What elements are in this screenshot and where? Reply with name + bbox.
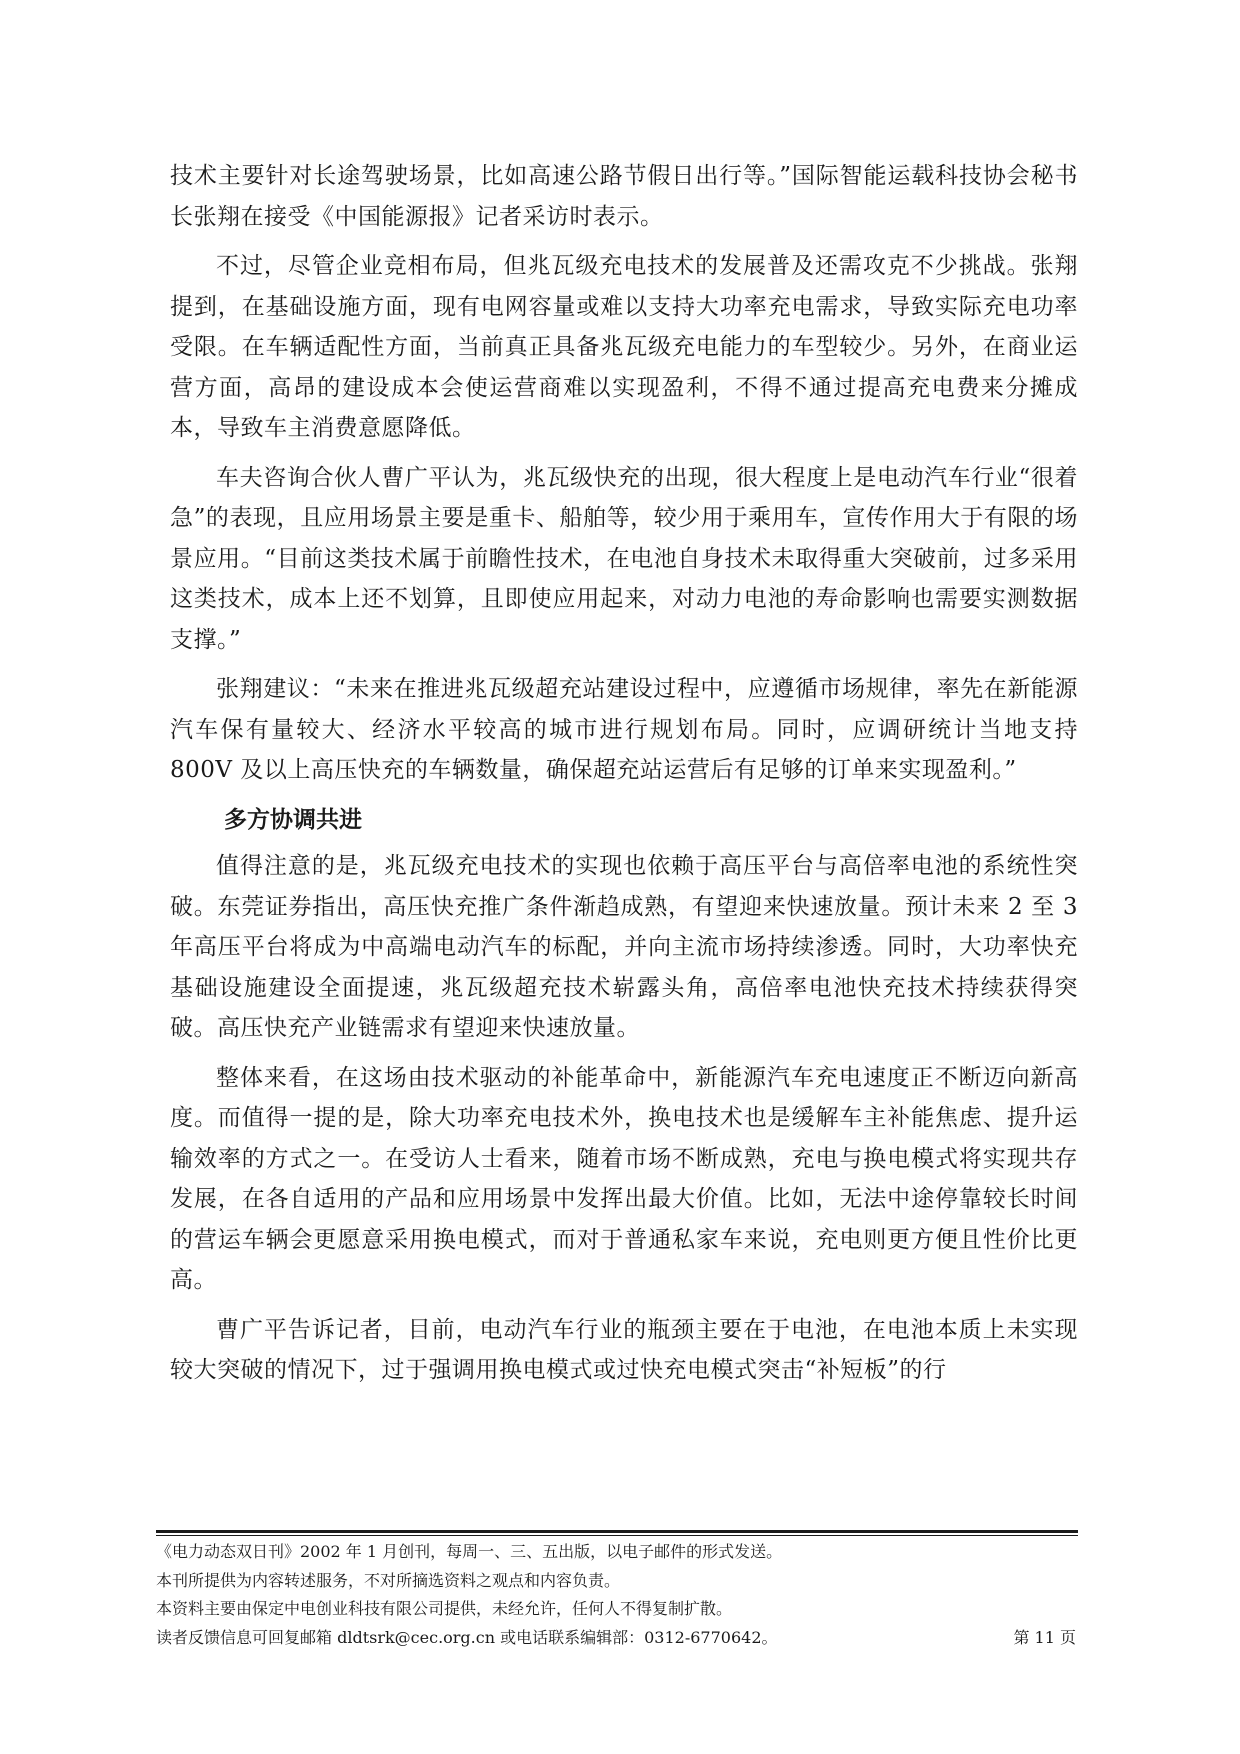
footer-disclaimer: 本刊所提供为内容转述服务，不对所摘选资料之观点和内容负责。 xyxy=(156,1570,621,1590)
paragraph-7: 曹广平告诉记者，目前，电动汽车行业的瓶颈主要在于电池，在电池本质上未实现较大突破的情况下，过于强调用换电模式或过快充电模式突击“补短板”的行 xyxy=(170,1316,1078,1383)
paragraph-5: 值得注意的是，兆瓦级充电技术的实现也依赖于高压平台与高倍率电池的系统性突破。东莞证券指出，高压快充推广条件渐趋成熟，有望迎来快速放量。预计未来 2 至 3 年高压平台将成为中高端电动汽车的标配，并向主流市场持续渗透。同时，大功率快充基础设施建设全面提速，兆瓦级超充技术崭露头角，高倍率电池快充技术持续获得突破。高压快充产业链需求有望迎来快速放量。 xyxy=(170,853,1078,1041)
page-footer xyxy=(156,1538,1078,1652)
paragraph-2: 不过，尽管企业竞相布局，但兆瓦级充电技术的发展普及还需攻克不少挑战。张翔提到，在基础设施方面，现有电网容量或难以支持大功率充电需求，导致实际充电功率受限。在车辆适配性方面，当前真正具备兆瓦级充电能力的车型较少。另外，在商业运营方面，高昂的建设成本会使运营商难以实现盈利，不得不通过提高充电费来分摊成本，导致车主消费意愿降低。 xyxy=(170,253,1078,441)
page-number: 第 11 页 xyxy=(1013,1627,1076,1647)
footer-divider-thin xyxy=(156,1535,1078,1536)
paragraph-6: 整体来看，在这场由技术驱动的补能革命中，新能源汽车充电速度正不断迈向新高度。而值得一提的是，除大功率充电技术外，换电技术也是缓解车主补能焦虑、提升运输效率的方式之一。在受访人士看来，随着市场不断成熟，充电与换电模式将实现共存发展，在各自适用的产品和应用场景中发挥出最大价值。比如，无法中途停靠较长时间的营运车辆会更愿意采用换电模式，而对于普通私家车来说，充电则更方便且性价比更高。 xyxy=(170,1064,1078,1293)
paragraph-3: 车夫咨询合伙人曹广平认为，兆瓦级快充的出现，很大程度上是电动汽车行业“很着急”的表现，且应用场景主要是重卡、船舶等，较少用于乘用车，宣传作用大于有限的场景应用。“目前这类技术属于前瞻性技术，在电池自身技术未取得重大突破前，过多采用这类技术，成本上还不划算，且即使应用起来，对动力电池的寿命影响也需要实测数据支撑。” xyxy=(170,464,1078,653)
article-body xyxy=(170,156,1078,1400)
footer-copyright: 本资料主要由保定中电创业科技有限公司提供，未经允许，任何人不得复制扩散。 xyxy=(156,1599,733,1618)
footer-contact-row xyxy=(156,1624,1078,1653)
footer-divider-thick xyxy=(156,1530,1078,1533)
paragraph-1: 技术主要针对长途驾驶场景，比如高速公路节假日出行等。”国际智能运载科技协会秘书长张翔在接受《中国能源报》记者采访时表示。 xyxy=(170,163,1078,230)
footer-publication-info: 《电力动态双日刊》2002 年 1 月创刊，每周一、三、五出版，以电子邮件的形式发送。 xyxy=(156,1542,783,1561)
paragraph-4: 张翔建议：“未来在推进兆瓦级超充站建设过程中，应遵循市场规律，率先在新能源汽车保有量较大、经济水平较高的城市进行规划布局。同时，应调研统计当地支持 800V 及以上高压快充的车辆数量，确保超充站运营后有足够的订单来实现盈利。” xyxy=(170,676,1078,783)
section-heading: 多方协调共进 xyxy=(224,806,362,833)
footer-contact: 读者反馈信息可回复邮箱 dldtsrk@cec.org.cn 或电话联系编辑部：0312-6770642。 xyxy=(156,1627,778,1647)
